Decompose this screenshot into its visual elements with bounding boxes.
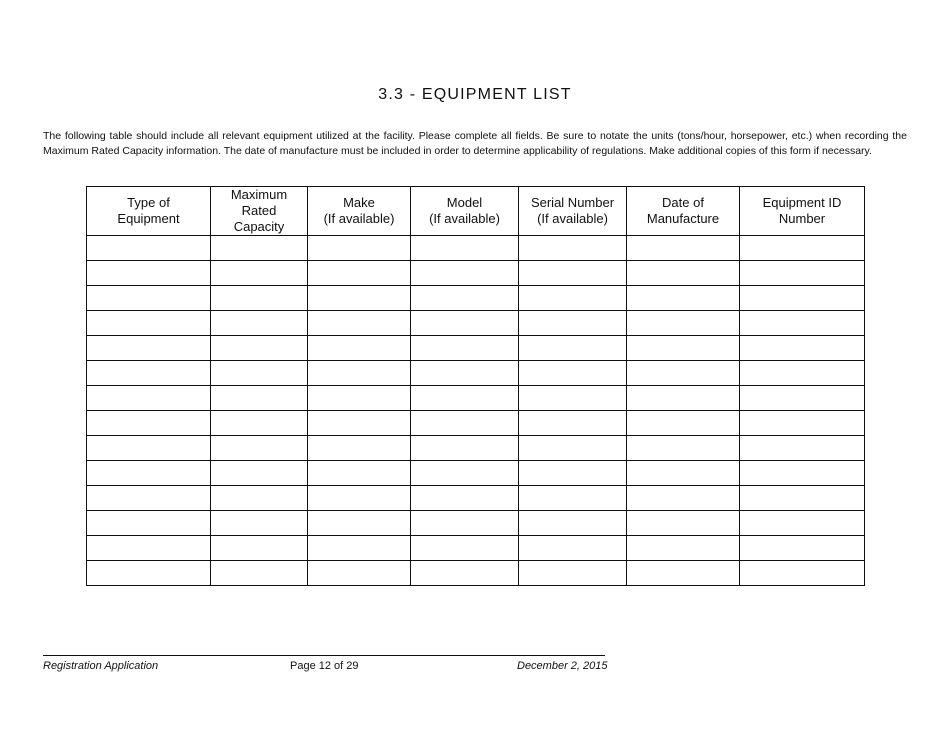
page-title: 3.3 - EQUIPMENT LIST [378, 86, 572, 103]
cell-maximum-rated-capacity[interactable] [211, 486, 308, 511]
cell-model[interactable] [411, 236, 519, 261]
header-make: Make (If available) [308, 187, 411, 236]
cell-maximum-rated-capacity[interactable] [211, 361, 308, 386]
cell-date-of-manufacture[interactable] [627, 486, 740, 511]
cell-make[interactable] [308, 486, 411, 511]
cell-equipment-id-number[interactable] [740, 386, 865, 411]
cell-date-of-manufacture[interactable] [627, 511, 740, 536]
cell-model[interactable] [411, 486, 519, 511]
cell-date-of-manufacture[interactable] [627, 336, 740, 361]
cell-maximum-rated-capacity[interactable] [211, 286, 308, 311]
cell-serial-number[interactable] [519, 511, 627, 536]
cell-maximum-rated-capacity[interactable] [211, 436, 308, 461]
cell-date-of-manufacture[interactable] [627, 236, 740, 261]
cell-type-of-equipment[interactable] [87, 436, 211, 461]
cell-serial-number[interactable] [519, 461, 627, 486]
cell-type-of-equipment[interactable] [87, 261, 211, 286]
cell-make[interactable] [308, 536, 411, 561]
cell-equipment-id-number[interactable] [740, 561, 865, 586]
cell-equipment-id-number[interactable] [740, 536, 865, 561]
cell-type-of-equipment[interactable] [87, 311, 211, 336]
cell-serial-number[interactable] [519, 536, 627, 561]
cell-model[interactable] [411, 536, 519, 561]
cell-type-of-equipment[interactable] [87, 511, 211, 536]
header-serial-number: Serial Number (If available) [519, 187, 627, 236]
cell-serial-number[interactable] [519, 311, 627, 336]
cell-serial-number[interactable] [519, 561, 627, 586]
cell-model[interactable] [411, 286, 519, 311]
table-row [87, 536, 865, 561]
cell-serial-number[interactable] [519, 336, 627, 361]
cell-type-of-equipment[interactable] [87, 486, 211, 511]
cell-equipment-id-number[interactable] [740, 286, 865, 311]
cell-make[interactable] [308, 236, 411, 261]
table-row [87, 361, 865, 386]
table-row [87, 461, 865, 486]
cell-model[interactable] [411, 336, 519, 361]
header-maximum-rated-capacity: Maximum Rated Capacity [211, 187, 308, 236]
cell-model[interactable] [411, 461, 519, 486]
cell-date-of-manufacture[interactable] [627, 261, 740, 286]
cell-maximum-rated-capacity[interactable] [211, 561, 308, 586]
cell-type-of-equipment[interactable] [87, 361, 211, 386]
cell-make[interactable] [308, 361, 411, 386]
cell-serial-number[interactable] [519, 261, 627, 286]
cell-model[interactable] [411, 436, 519, 461]
cell-maximum-rated-capacity[interactable] [211, 536, 308, 561]
cell-equipment-id-number[interactable] [740, 311, 865, 336]
cell-model[interactable] [411, 261, 519, 286]
cell-model[interactable] [411, 361, 519, 386]
cell-make[interactable] [308, 511, 411, 536]
cell-date-of-manufacture[interactable] [627, 561, 740, 586]
table-row [87, 261, 865, 286]
cell-maximum-rated-capacity[interactable] [211, 386, 308, 411]
header-model: Model (If available) [411, 187, 519, 236]
table-row [87, 286, 865, 311]
cell-serial-number[interactable] [519, 386, 627, 411]
cell-make[interactable] [308, 436, 411, 461]
cell-serial-number[interactable] [519, 286, 627, 311]
cell-date-of-manufacture[interactable] [627, 536, 740, 561]
cell-make[interactable] [308, 286, 411, 311]
footer-divider [43, 655, 605, 656]
cell-equipment-id-number[interactable] [740, 461, 865, 486]
cell-make[interactable] [308, 261, 411, 286]
table-row [87, 336, 865, 361]
cell-type-of-equipment[interactable] [87, 286, 211, 311]
cell-date-of-manufacture[interactable] [627, 436, 740, 461]
cell-equipment-id-number[interactable] [740, 361, 865, 386]
table-row [87, 436, 865, 461]
cell-type-of-equipment[interactable] [87, 336, 211, 361]
cell-make[interactable] [308, 336, 411, 361]
header-equipment-id-number: Equipment ID Number [740, 187, 865, 236]
instructions-paragraph: The following table should include all relevant equipment utilized at the facility. Please complete all fields. Be sure to notate the units (tons/hour, horsepower, etc.) when recording the Maximum Rated Capacity information. The date of manufacture must be included in order to determine applicability of regulations. Make additional copies of this form if necessary. [43, 130, 907, 157]
table-body [87, 236, 865, 586]
table-row [87, 311, 865, 336]
cell-date-of-manufacture[interactable] [627, 386, 740, 411]
table-row [87, 411, 865, 436]
cell-maximum-rated-capacity[interactable] [211, 511, 308, 536]
cell-serial-number[interactable] [519, 436, 627, 461]
cell-date-of-manufacture[interactable] [627, 311, 740, 336]
cell-serial-number[interactable] [519, 411, 627, 436]
table-header-row [87, 187, 865, 236]
cell-maximum-rated-capacity[interactable] [211, 236, 308, 261]
cell-equipment-id-number[interactable] [740, 436, 865, 461]
cell-make[interactable] [308, 386, 411, 411]
cell-equipment-id-number[interactable] [740, 336, 865, 361]
table-row [87, 236, 865, 261]
cell-type-of-equipment[interactable] [87, 386, 211, 411]
cell-model[interactable] [411, 311, 519, 336]
table-row [87, 511, 865, 536]
cell-date-of-manufacture[interactable] [627, 361, 740, 386]
cell-model[interactable] [411, 411, 519, 436]
cell-model[interactable] [411, 386, 519, 411]
cell-make[interactable] [308, 461, 411, 486]
cell-type-of-equipment[interactable] [87, 461, 211, 486]
footer-document-name: Registration Application [43, 660, 159, 672]
table-row [87, 561, 865, 586]
cell-model[interactable] [411, 511, 519, 536]
footer-page-number: Page 12 of 29 [290, 660, 359, 672]
cell-type-of-equipment[interactable] [87, 536, 211, 561]
cell-maximum-rated-capacity[interactable] [211, 261, 308, 286]
cell-make[interactable] [308, 311, 411, 336]
header-type-of-equipment: Type of Equipment [87, 187, 211, 236]
cell-serial-number[interactable] [519, 236, 627, 261]
cell-maximum-rated-capacity[interactable] [211, 336, 308, 361]
cell-date-of-manufacture[interactable] [627, 286, 740, 311]
cell-date-of-manufacture[interactable] [627, 461, 740, 486]
cell-serial-number[interactable] [519, 486, 627, 511]
cell-equipment-id-number[interactable] [740, 261, 865, 286]
cell-type-of-equipment[interactable] [87, 411, 211, 436]
footer-date: December 2, 2015 [517, 660, 608, 672]
cell-equipment-id-number[interactable] [740, 236, 865, 261]
cell-maximum-rated-capacity[interactable] [211, 411, 308, 436]
cell-type-of-equipment[interactable] [87, 236, 211, 261]
cell-make[interactable] [308, 561, 411, 586]
cell-make[interactable] [308, 411, 411, 436]
header-date-of-manufacture: Date of Manufacture [627, 187, 740, 236]
cell-maximum-rated-capacity[interactable] [211, 311, 308, 336]
cell-maximum-rated-capacity[interactable] [211, 461, 308, 486]
cell-equipment-id-number[interactable] [740, 486, 865, 511]
cell-model[interactable] [411, 561, 519, 586]
cell-type-of-equipment[interactable] [87, 561, 211, 586]
cell-serial-number[interactable] [519, 361, 627, 386]
cell-equipment-id-number[interactable] [740, 511, 865, 536]
table-row [87, 486, 865, 511]
table-row [87, 386, 865, 411]
cell-date-of-manufacture[interactable] [627, 411, 740, 436]
cell-equipment-id-number[interactable] [740, 411, 865, 436]
equipment-table [86, 186, 865, 586]
